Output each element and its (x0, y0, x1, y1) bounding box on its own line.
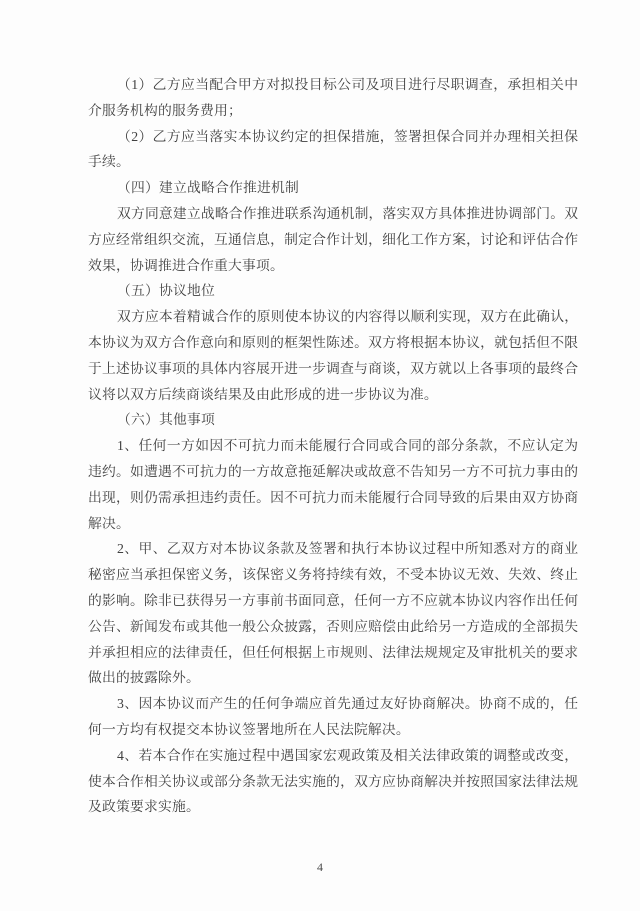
text-line: 介服务机构的服务费用； (88, 102, 242, 118)
text-line: 本协议为双方合作意向和原则的框架性陈述。双方将根据本协议，就包括但不限 (88, 334, 578, 350)
text-line: 及政策要求实施。 (88, 799, 200, 815)
text-line: 何一方均有权提交本协议签署地所在人民法院解决。 (88, 721, 410, 737)
text-line: 使本合作相关协议或部分条款无法实施的，双方应协商解决并按照国家法律法规 (88, 773, 578, 789)
text-line: 解决。 (88, 515, 130, 531)
text-line: 方应经常组织交流，互通信息，制定合作计划，细化工作方案，讨论和评估合作 (88, 231, 578, 247)
text-line: 双方应本着精诚合作的原则使本协议的内容得以顺利实现，双方在此确认， (117, 309, 578, 325)
text-line: 出现，则仍需承担违约责任。因不可抗力而未能履行合同导致的后果由双方协商 (88, 489, 578, 505)
text-line: 违约。如遭遇不可抗力的一方故意拖延解决或故意不告知另一方不可抗力事由的 (88, 463, 578, 479)
page-number: 4 (317, 860, 323, 874)
text-line: 3、因本协议而产生的任何争端应首先通过友好协商解决。协商不成的，任 (117, 696, 578, 712)
text-line: 1、任何一方如因不可抗力而未能履行合同或合同的部分条款，不应认定为 (117, 438, 578, 454)
text-line: 做出的披露除外。 (88, 670, 200, 686)
text-line: 4、若本合作在实施过程中遇国家宏观政策及相关法律政策的调整或改变， (117, 747, 578, 763)
text-line: 公告、新闻发布或其他一般公众披露，否则应赔偿由此给另一方造成的全部损失 (88, 618, 578, 634)
text-line: 手续。 (88, 154, 130, 170)
text-line: 双方同意建立战略合作推进联系沟通机制，落实双方具体推进协调部门。双 (117, 205, 578, 221)
text-line: 于上述协议事项的具体内容展开进一步调查与商谈，双方就以上各事项的最终合 (88, 360, 578, 376)
text-line: 效果，协调推进合作重大事项。 (88, 257, 284, 273)
text-line: （五）协议地位 (117, 283, 215, 299)
text-line: 秘密应当承担保密义务，该保密义务将持续有效，不受本协议无效、失效、终止 (88, 567, 578, 583)
contract-text-block (88, 72, 578, 820)
text-line: （四）建立战略合作推进机制 (117, 180, 299, 196)
text-line: （六）其他事项 (117, 412, 215, 428)
text-line: 的影响。除非已获得另一方事前书面同意，任何一方不应就本协议内容作出任何 (88, 592, 578, 608)
text-line: 议将以双方后续商谈结果及由此形成的进一步协议为准。 (88, 386, 438, 402)
text-line: 2、甲、乙双方对本协议条款及签署和执行本协议过程中所知悉对方的商业 (117, 541, 578, 557)
text-line: 并承担相应的法律责任，但任何根据上市规则、法律法规规定及审批机关的要求 (88, 644, 578, 660)
text-line: （2）乙方应当落实本协议约定的担保措施，签署担保合同并办理相关担保 (117, 128, 578, 144)
text-line: （1）乙方应当配合甲方对拟投目标公司及项目进行尽职调查，承担相关中 (117, 77, 578, 92)
